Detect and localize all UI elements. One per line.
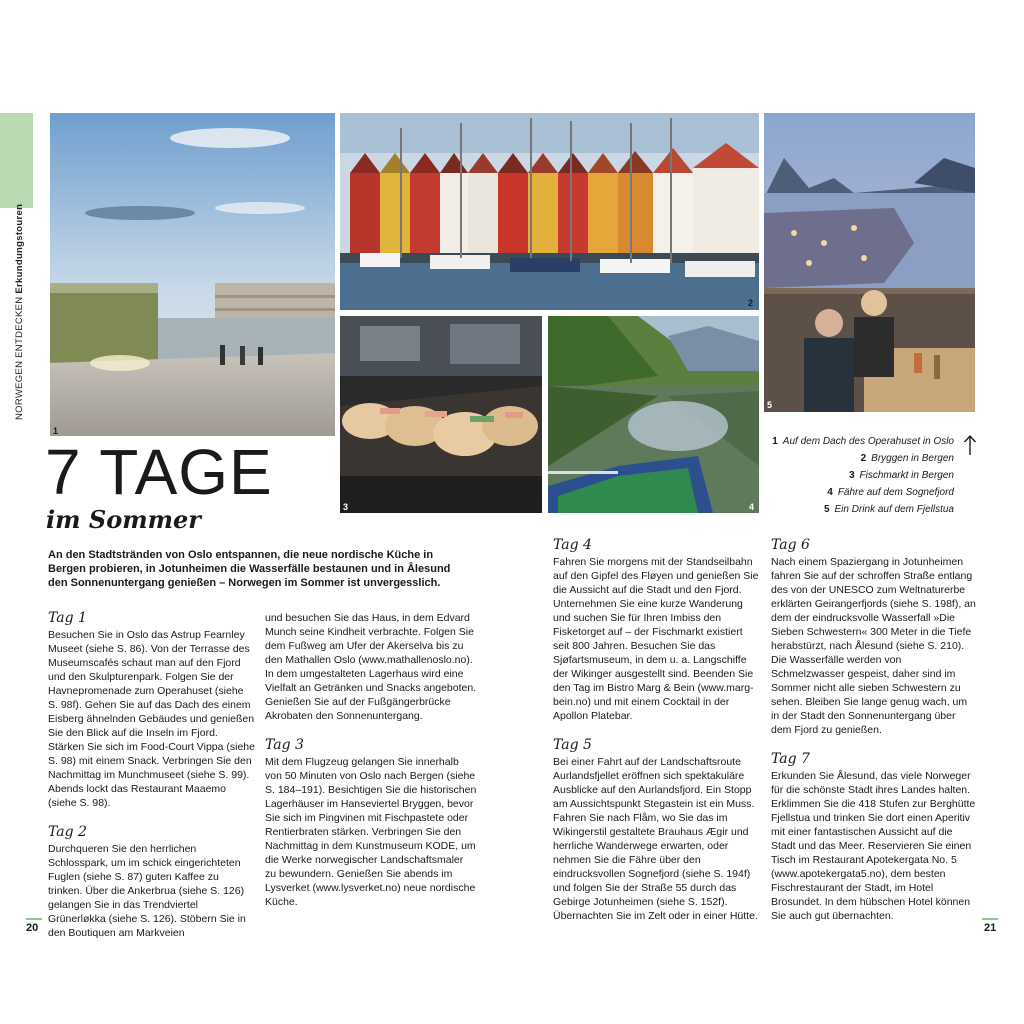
caption-item: 5 Ein Drink auf dem Fjellstua xyxy=(823,504,954,515)
caption-item: 2 Bryggen in Bergen xyxy=(860,453,954,464)
photo-captions xyxy=(744,433,954,518)
photo-bryggen xyxy=(340,113,759,310)
day-5-heading: Tag 5 xyxy=(553,737,592,753)
page-marker-right xyxy=(982,918,998,920)
photo-number-4: 4 xyxy=(749,502,755,512)
day-6-heading: Tag 6 xyxy=(771,537,810,553)
day-7-heading: Tag 7 xyxy=(771,751,810,767)
arrow-up-icon xyxy=(963,434,977,456)
page-number-right: 21 xyxy=(984,922,997,934)
photo-number-5: 5 xyxy=(767,400,773,410)
chapter-color-tab xyxy=(0,113,33,208)
caption-item: 4 Fähre auf dem Sognefjord xyxy=(827,487,954,498)
day-1-heading: Tag 1 xyxy=(48,610,87,626)
column-2 xyxy=(265,611,477,909)
day-2-heading: Tag 2 xyxy=(48,824,87,840)
page-title: 7 TAGE xyxy=(45,436,273,508)
day-2-text: Durchqueren Sie den herrlichen Schlosspark, um im schick eingerichteten Fuglen (siehe S. 87) guten Kaffee zu trinken. Über die Ankerbrua (siehe S. 126) gelangen Sie in das Trendviertel Grünerløkka (siehe S. 126). Stöbern Sie in den Boutiquen am Markveien xyxy=(48,843,246,939)
column-3 xyxy=(553,537,760,923)
photo-sognefjord xyxy=(548,316,759,513)
photo-number-2: 2 xyxy=(748,298,754,308)
day-3-heading: Tag 3 xyxy=(265,737,304,753)
day-5-text: Bei einer Fahrt auf der Landschaftsroute Aurlandsfjellet eröffnen sich spektakuläre Ausblicke auf den Aurlandsfjord. Ein Stopp am Aussichtspunkt Stegastein ist ein Muss. Fahren Sie nach Flåm, wo Sie das im Wikingerstil gestaltete Brauhaus Ægir und herrliche Wanderwege erwarten, oder nehmen Sie die Fähre über den eindrucksvollen Sognefjord (siehe S. 194f) und folgen Sie der Straße 55 durch das Gebirge Jotunheimen (siehe S. 152f). Übernachten Sie im Zelt oder in einer Hütte. xyxy=(553,756,758,922)
caption-item: 3 Fischmarkt in Bergen xyxy=(848,470,954,481)
chapter-label: Erkundungstouren xyxy=(14,203,25,294)
photo-number-3: 3 xyxy=(343,502,349,512)
day-4-text: Fahren Sie morgens mit der Standseilbahn auf den Gipfel des Fløyen und genießen Sie die Aussicht auf die Stadt und den Fjord. Unternehmen Sie eine kurze Wanderung und suchen Sie für Ihren Imbiss den Fisketorget auf – der Fischmarkt existiert seit 800 Jahren. Besuchen Sie das Sjøfartsmuseum, in dem u. a. Langschiffe der Wikinger ausgestellt sind. Beenden Sie den Tag im Bistro Marg & Bein (www.marg-bein.no) und mit einem Cocktail in der Apollon Platebar. xyxy=(553,556,759,722)
section-label: NORWEGEN ENTDECKEN xyxy=(14,296,25,420)
day-3-text: Mit dem Flugzeug gelangen Sie innerhalb von 50 Minuten von Oslo nach Bergen (siehe S. 184–191). Besichtigen Sie die historischen Lagerhäuser im Hanseviertel Bryggen, bevor Sie sich im Pingvinen mit Fischpastete oder Rentierbraten stärken. Verbringen Sie den Nachmittag in dem Kunstmuseum KODE, um die Werke norwegischer Landschaftsmaler zu bewundern. Genießen Sie abends im Lysverket (www.lysverket.no) neue nordische Küche. xyxy=(265,756,477,908)
chapter-running-head xyxy=(14,204,25,420)
page-number-left: 20 xyxy=(26,922,39,934)
column-1 xyxy=(48,610,256,940)
photo-number-1: 1 xyxy=(53,426,59,436)
photo-fjellstua xyxy=(764,113,975,412)
caption-item: 1 Auf dem Dach des Operahuset in Oslo xyxy=(772,436,954,447)
day-4-heading: Tag 4 xyxy=(553,537,592,553)
page-marker-left xyxy=(26,918,42,920)
day-1-text: Besuchen Sie in Oslo das Astrup Fearnley Museet (siehe S. 86). Von der Terrasse des Museumscafés schaut man auf den Fjord und den Skulpturenpark. Folgen Sie der Havnepromenade zum Operahuset (siehe S. 98f). Gehen Sie auf das Dach des einem Eisberg ähnelnden Gebäudes und genießen Sie den Blick auf die Inseln im Fjord. Stärken Sie sich im Food-Court Vippa (siehe S. 98) mit einem Snack. Verbringen Sie den Nachmittag im Munchmuseet (siehe S. 99). Abends lockt das Restaurant Maaemo (siehe S. 98). xyxy=(48,629,255,809)
day-2-text-continued: und besuchen Sie das Haus, in dem Edvard Munch seine Kindheit verbrachte. Folgen Sie dem Fußweg am Ufer der Akerselva bis zu den Mathallen Oslo (www.mathallenoslo.no). In dem umgestalteten Lagerhaus wird eine Vielfalt an Getränken und Snacks angeboten. Genießen Sie auf der Fußgängerbrücke Akrobaten den Sonnenuntergang. xyxy=(265,612,477,722)
column-4 xyxy=(771,537,976,923)
photo-opera-roof xyxy=(50,113,335,436)
intro-text: An den Stadtstränden von Oslo entspannen, die neue nordische Küche in Bergen probieren, in Jotunheimen die Wasserfälle bestaunen und in Ålesund den Sonnenuntergang genießen – Norwegen im Sommer ist unvergesslich. xyxy=(48,549,451,589)
page-subtitle: im Sommer xyxy=(46,505,201,534)
photo-fish-market xyxy=(340,316,542,513)
day-7-text: Erkunden Sie Ålesund, das viele Norweger für die schönste Stadt ihres Landes halten. Erklimmen Sie die 418 Stufen zur Berghütte Fjellstua und trinken Sie dort einen Aperitiv mit einer fantastischen Aussicht auf die Stadt und das Meer. Reservieren Sie einen Tisch im Restaurant Apotekergata No. 5 (www.apotekergata5.no), dem besten Fischrestaurant der Stadt, im Hotel Brosundet. In dem hübschen Hotel können Sie auch gut übernachten. xyxy=(771,770,976,922)
day-6-text: Nach einem Spaziergang in Jotunheimen fahren Sie auf der schroffen Straße entlang des von der UNESCO zum Weltnaturerbe erklärten Geirangerfjords (siehe S. 198f), an dem der eindrucksvolle Wasserfall »Die Sieben Schwestern« 300 Meter in die Tiefe herabstürzt, nach Ålesund (siehe S. 210). Die Wasserfälle werden von Schmelzwasser gespeist, daher sind im Sommer nicht alle sieben Schwestern zu sehen. Bleiben Sie lange genug wach, um in der Stadt den Sonnenuntergang über dem Fjord zu genießen. xyxy=(771,556,976,736)
